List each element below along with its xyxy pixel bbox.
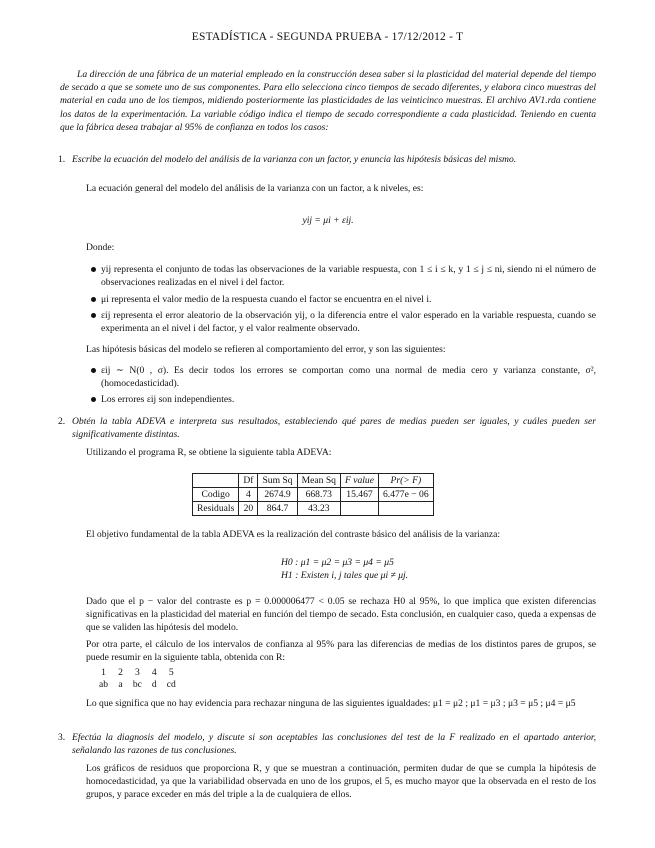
table-cell: 6.477e − 06 [379, 488, 434, 502]
paragraph: Dado que el p − valor del contraste es p = 0.000006477 < 0.05 se rechaza H0 al 95%, lo que implica que existen diferencias significativas en la plasticidad del material en función del tiempo de secado. Esta conclusión, en cualquier caso, queda a expensas de que se validen las hipótesis del modelo. [86, 596, 596, 634]
paragraph: Los gráficos de residuos que proporciona R, y que se muestran a continuación, permiten dudar de que se cumpla la hipótesis de homocedasticidad, ya que la variabilidad observada en uno de los grupos, el 5, es mucho mayor que la observada en el resto de los grupos, y parace exceder en más del triple a la de cualquiera de ellos. [86, 763, 596, 801]
table-cell: 2674.9 [258, 488, 297, 502]
bullet-text: εij representa el error aleatorio de la observación yij, o la diferencia entre el valor esperado en la variable respuesta, cuando se experimenta an el nivel i del factor, y el valor realmente observado. [101, 310, 596, 335]
table-header-cell: Df [239, 474, 258, 488]
table-cell [379, 502, 434, 516]
groups-table [94, 667, 181, 691]
paragraph: El objetivo fundamental de la tabla ADEVA es la realización del contraste básico del análisis de la varianza: [86, 529, 501, 540]
question-number: 1. [58, 154, 66, 165]
paragraph: Por otra parte, el cálculo de los intervalos de confianza al 95% para las diferencias de medias de los distintos pares de grupos, se puede resumir en la siguiente tabla, obtenida con R: [86, 639, 596, 664]
groups-levels-row [94, 667, 181, 679]
bullet-icon [91, 313, 96, 318]
bullet-icon [91, 397, 96, 402]
question-text: Efectúa la diagnosis del modelo, y discute si son aceptables las conclusiones del test de la F realizado en el apartado anterior, señalando las razones de tus conclusiones. [72, 732, 596, 757]
question-text: Escribe la ecuación del modelo del análisis de la varianza con un factor, y enuncia las hipótesis básicas del mismo. [72, 154, 517, 165]
table-cell [340, 502, 378, 516]
donde-label: Donde: [86, 242, 115, 253]
groups-cell: 3 [134, 667, 140, 678]
bullet-icon [91, 368, 96, 373]
groups-cell: 4 [151, 667, 157, 678]
question-3 [58, 731, 596, 757]
table-row [193, 502, 434, 516]
bullet-icon [91, 297, 96, 302]
question-2 [58, 415, 596, 441]
paragraph: Las hipótesis básicas del modelo se refieren al comportamiento del error, y son las siguientes: [86, 344, 446, 355]
groups-letters-row [94, 679, 181, 691]
groups-cell: 1 [101, 667, 106, 678]
intro-paragraph: La dirección de una fábrica de un material empleado en la construcción desea saber si la plasticidad del material depende del tiempo de secado a que se somete uno de sus componentes. Para ello selecciona cinco tiempos de secado diferentes, y elabora cinco muestras del material en cada uno de los tiempos, midiendo posteriormente las plasticidades de las veinticinco muestras. El archivo AV1.rda contiene los datos de la experimentación. La variable código indica el tiempo de secado correspondiente a cada plasticidad. Teniendo en cuenta que la fábrica desea trabajar al 95% de confianza en todos los casos: [60, 69, 596, 133]
groups-cell: ab [99, 679, 109, 690]
bullet-item [101, 309, 596, 335]
table-cell: 668.73 [297, 488, 340, 502]
alternative-hypothesis: H1 : Existen i, j tales que μi ≠ μj. [281, 570, 409, 581]
paragraph: Utilizando el programa R, se obtiene la siguiente tabla ADEVA: [86, 447, 332, 458]
adeva-table [192, 473, 434, 516]
page-title: ESTADÍSTICA - SEGUNDA PRUEBA - 17/12/2012 - T [191, 31, 464, 43]
paragraph: Lo que significa que no hay evidencia para rechazar ninguna de las siguientes igualdades: μ1 = μ2 ; μ1 = μ3 ; μ3 = μ5 ; μ4 = μ5 [86, 698, 576, 709]
question-number: 2. [58, 416, 66, 427]
bullet-text: εij ∼ N(0 , σ). Es decir todos los errores se comportan como una normal de media cero y varianza constante, σ², (homocedasticidad). [101, 365, 596, 390]
paragraph: La ecuación general del modelo del análisis de la varianza con un factor, a k niveles, es: [86, 183, 424, 194]
model-equation: yij = μi + εij. [302, 215, 354, 226]
table-cell: 15.467 [340, 488, 378, 502]
groups-cell: d [151, 679, 157, 690]
groups-cell: 2 [118, 667, 123, 678]
bullet-text: Los errores εij son independientes. [101, 394, 235, 405]
bullet-text: yij representa el conjunto de todas las observaciones de la variable respuesta, con 1 ≤ i ≤ k, y 1 ≤ j ≤ ni, siendo ni el número de observaciones realizadas en el nivel i del factor. [101, 264, 596, 289]
question-number: 3. [58, 732, 66, 743]
question-1 [58, 153, 596, 166]
table-row [193, 488, 434, 502]
table-cell: Codigo [193, 488, 239, 502]
bullet-icon [91, 267, 96, 272]
table-cell: 4 [239, 488, 258, 502]
bullet-text: μi representa el valor medio de la respuesta cuando el factor se encuentra en el nivel i. [101, 294, 432, 305]
table-header-cell: F value [340, 474, 378, 488]
bullet-item [101, 263, 596, 289]
question-text: Obtén la tabla ADEVA e interpreta sus resultados, estableciendo qué pares de medias pueden ser iguales, y cuáles pueden ser significativamente distintas. [72, 416, 596, 441]
table-header-row [193, 474, 434, 488]
table-cell: 864.7 [258, 502, 297, 516]
table-header-cell: Mean Sq [297, 474, 340, 488]
table-cell: 20 [239, 502, 258, 516]
table-cell: Residuals [193, 502, 239, 516]
groups-cell: bc [132, 679, 142, 690]
table-header-cell [193, 474, 239, 488]
bullet-item [101, 293, 596, 306]
groups-cell: a [118, 679, 123, 690]
table-header-cell: Pr(> F) [379, 474, 434, 488]
groups-cell: cd [166, 679, 176, 690]
groups-cell: 5 [168, 667, 174, 678]
bullet-item [101, 364, 596, 390]
null-hypothesis: H0 : μ1 = μ2 = μ3 = μ4 = μ5 [281, 557, 394, 568]
bullet-item [101, 393, 596, 406]
table-cell: 43.23 [297, 502, 340, 516]
table-header-cell: Sum Sq [258, 474, 297, 488]
